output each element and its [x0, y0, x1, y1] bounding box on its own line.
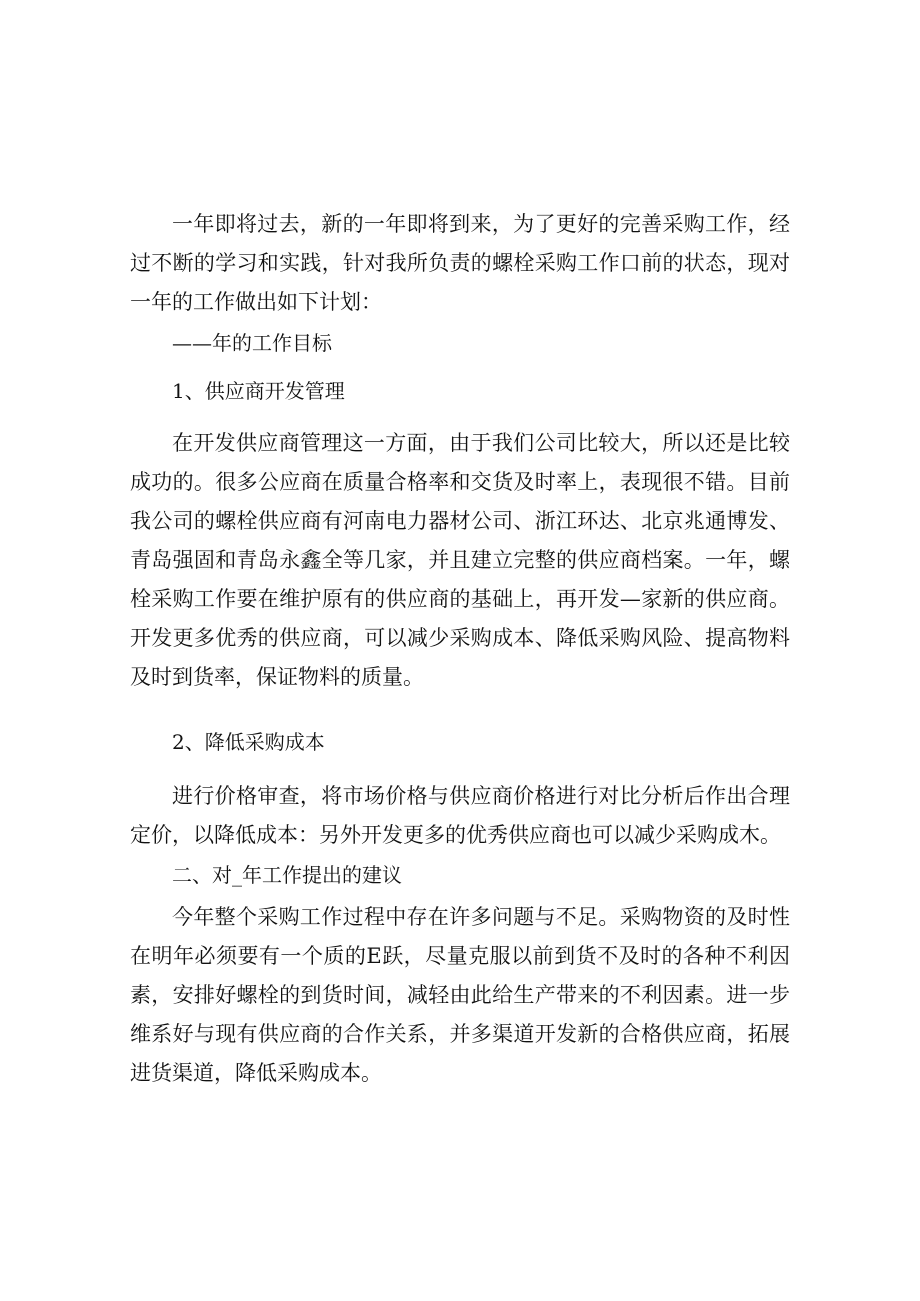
goal-heading: ——年的工作目标: [172, 331, 332, 355]
section-1-paragraph: 在开发供应商管理这一方面，由于我们公司比较大，所以还是比较成功的。很多公应商在质量合格率和交货及时率上，表现很不错。目前我公司的螺栓供应商有河南电力器材公司、浙江环达、北京兆通博发、青岛强固和青岛永鑫全等几家，并且建立完整的供应商档案。一年，螺栓采购工作要在维护原有的供应商的基础上，再开发—家新的供应商。开发更多优秀的供应商，可以减少采购成本、降低采购风险、提高物料及时到货率，保证物料的质量。: [130, 431, 790, 689]
part-2-heading: 二、对_年工作提出的建议: [172, 863, 402, 887]
part-2-paragraph: 今年整个采购工作过程中存在许多问题与不足。采购物资的及时性在明年必须要有一个质的E跃，尽量克服以前到货不及时的各种不利因素，安排好螺栓的到货时间，减轻由此给生产带来的不利因素。进一步维系好与现有供应商的合作关系，并多渠道开发新的合格供应商，拓展进货渠道，降低采购成本。: [130, 905, 790, 1085]
section-2-heading: 2、降低采购成本: [172, 730, 325, 754]
section-2-paragraph: 进行价格审查，将市场价格与供应商价格进行对比分析后作出合理定价，以降低成本：另外开发更多的优秀供应商也可以减少采购成木。: [130, 784, 790, 847]
intro-paragraph: 一年即将过去，新的一年即将到来，为了更好的完善采购工作，经过不断的学习和实践，针对我所负责的螺栓采购工作口前的状态，现对一年的工作做出如下计划：: [130, 212, 790, 314]
section-1-heading: 1、供应商开发管理: [172, 379, 345, 403]
